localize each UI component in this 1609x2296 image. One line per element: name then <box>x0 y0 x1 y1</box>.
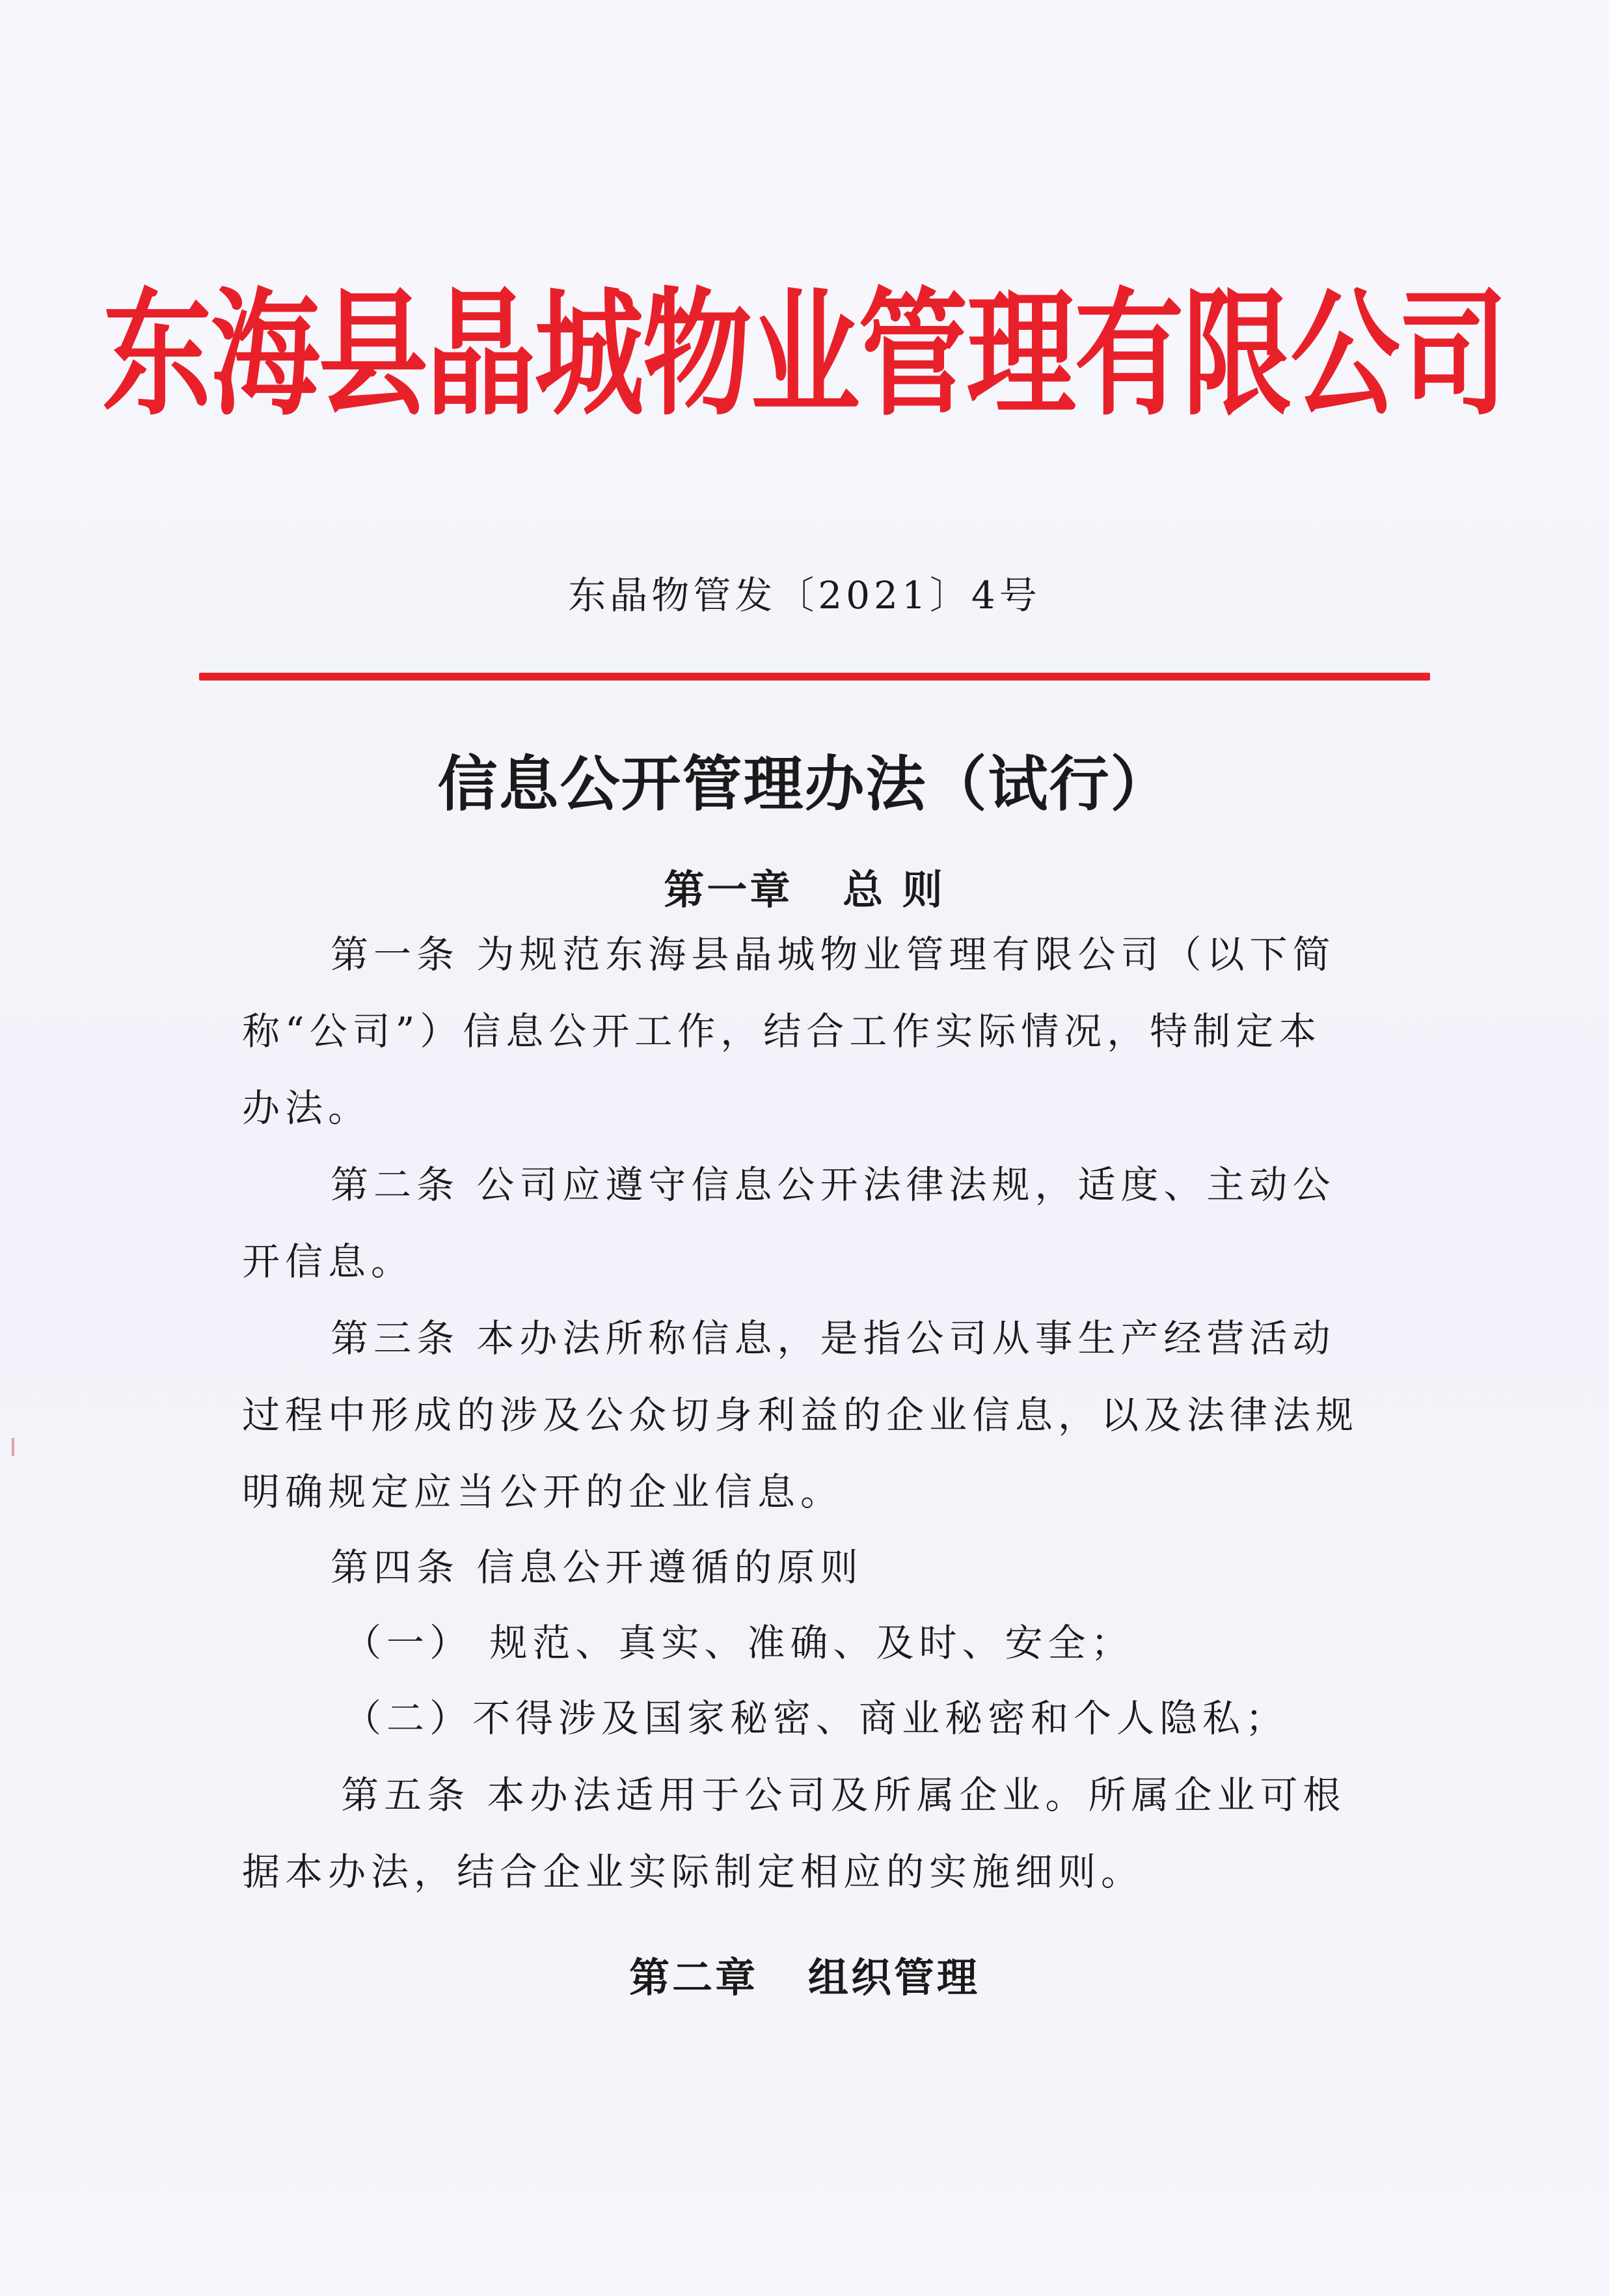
chapter-1-heading: 第一章 总 则 <box>664 866 945 913</box>
article-2-line-1: 第二条 公司应遵守信息公开法律法规，适度、主动公 <box>331 1163 1336 1207</box>
article-3-line-1: 第三条 本办法所称信息，是指公司从事生产经营活动 <box>331 1316 1336 1360</box>
article-4-item-2: （二）不得涉及国家秘密、商业秘密和个人隐私； <box>344 1696 1289 1740</box>
article-4-line-1: 第四条 信息公开遵循的原则 <box>331 1545 863 1589</box>
scan-artifact-mark <box>12 1438 14 1456</box>
letterhead-company-name: 东海县晶城物业管理有限公司 <box>102 275 1507 435</box>
article-4-item-1: （一） 规范、真实、准确、及时、安全； <box>344 1621 1134 1665</box>
document-number: 东晶物管发〔2021〕4号 <box>568 573 1041 617</box>
article-3-line-2: 过程中形成的涉及公众切身利益的企业信息，以及法律法规 <box>242 1393 1359 1437</box>
article-3-line-3: 明确规定应当公开的企业信息。 <box>242 1470 844 1514</box>
chapter-2-heading: 第二章 组织管理 <box>629 1954 980 2001</box>
article-5-line-1: 第五条 本办法适用于公司及所属企业。所属企业可根 <box>341 1773 1346 1817</box>
article-2-line-2: 开信息。 <box>242 1239 414 1284</box>
letterhead-red-rule <box>199 673 1430 681</box>
article-5-line-2: 据本办法，结合企业实际制定相应的实施细则。 <box>242 1850 1144 1894</box>
article-1-line-2: 称“公司”）信息公开工作，结合工作实际情况，特制定本 <box>242 1009 1322 1053</box>
article-1-line-1: 第一条 为规范东海县晶城物业管理有限公司（以下简 <box>331 932 1336 977</box>
document-title: 信息公开管理办法（试行） <box>437 750 1172 819</box>
article-1-line-3: 办法。 <box>242 1086 372 1130</box>
